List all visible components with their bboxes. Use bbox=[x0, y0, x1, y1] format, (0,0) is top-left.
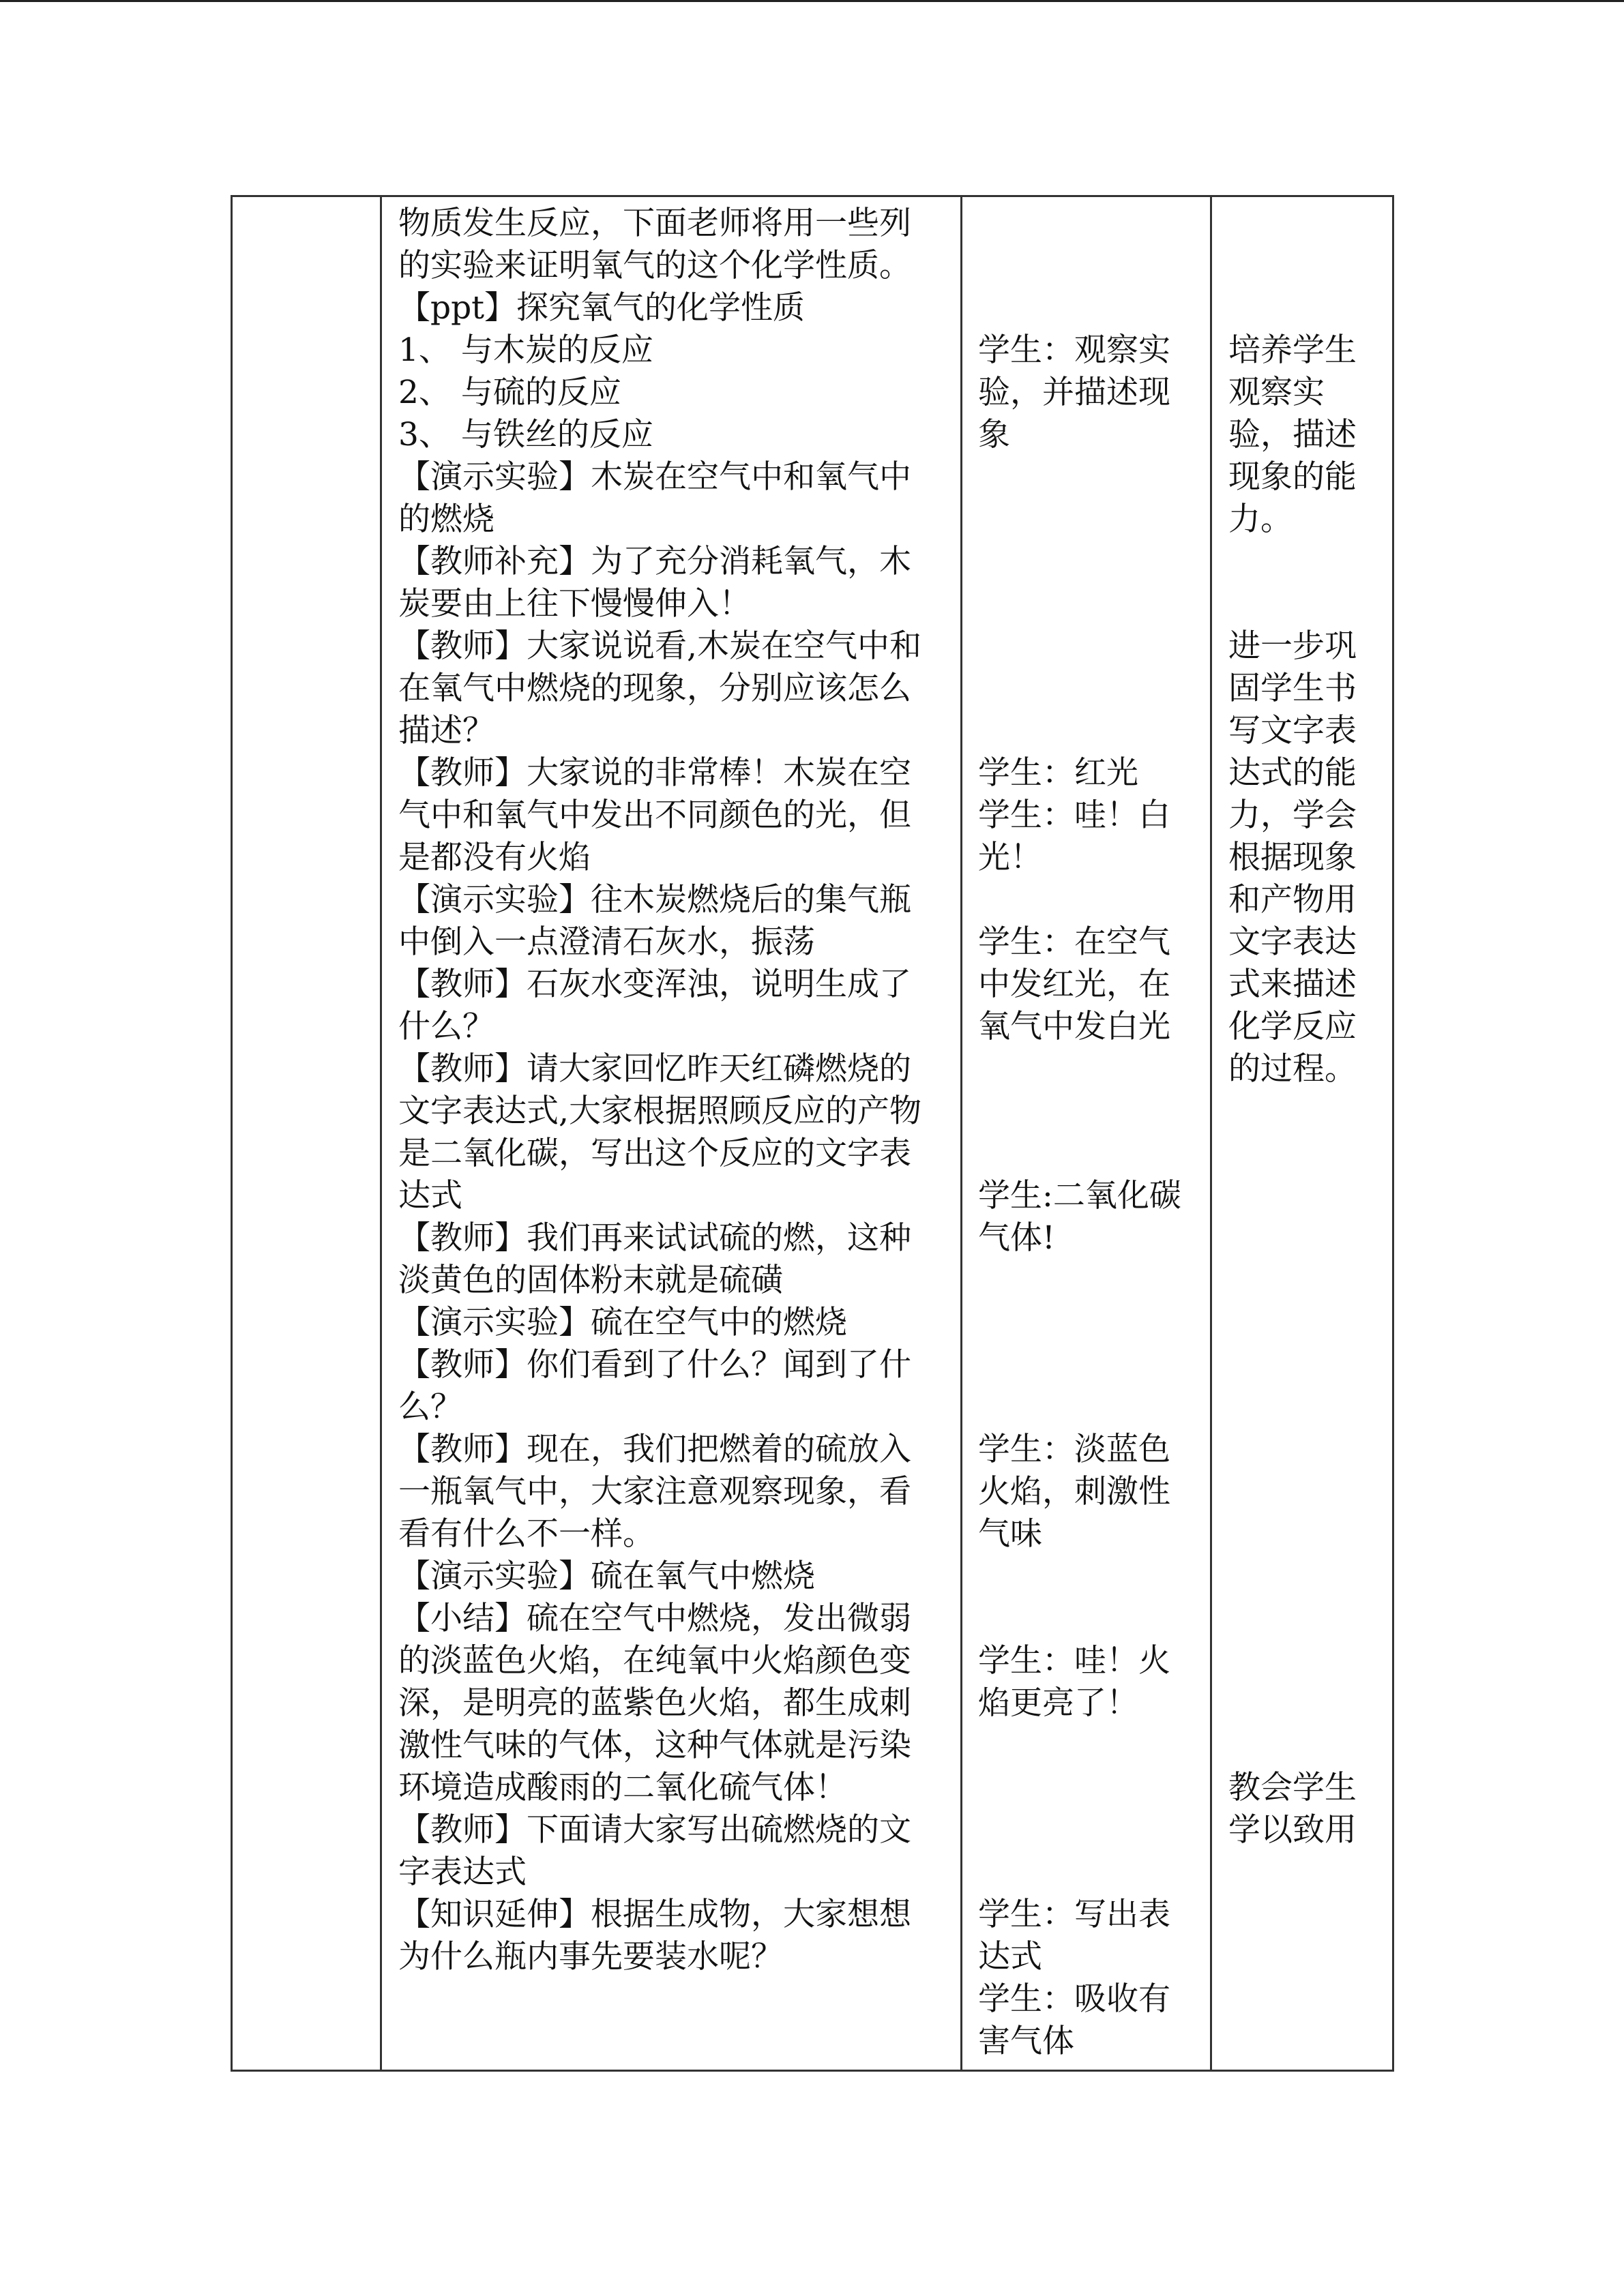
teacher-text-line: 在氧气中燃烧的现象，分别应该怎么 bbox=[398, 670, 911, 707]
teacher-text-line: 什么？ bbox=[398, 1008, 494, 1045]
teacher-text-line: 【教师】请大家回忆昨天红磷燃烧的 bbox=[398, 1050, 911, 1088]
intent-text-line: 根据现象 bbox=[1228, 839, 1357, 876]
teacher-text-line: 【ppt】探究氧气的化学性质 bbox=[398, 289, 806, 327]
teacher-text-line: 一瓶氧气中，大家注意观察现象，看 bbox=[398, 1473, 911, 1510]
teacher-text-line: 【教师】现在，我们把燃着的硫放入 bbox=[398, 1431, 911, 1468]
intent-text-line: 学以致用 bbox=[1228, 1811, 1357, 1849]
intent-text-line: 观察实 bbox=[1228, 374, 1325, 411]
teacher-text-line: 达式 bbox=[398, 1177, 462, 1214]
teacher-text-line: 1、 与木炭的反应 bbox=[398, 331, 653, 369]
teacher-text-line: 炭要由上往下慢慢伸入！ bbox=[398, 585, 751, 623]
teacher-text-line: 【教师】石灰水变浑浊，说明生成了 bbox=[398, 966, 911, 1003]
teacher-text-line: 【演示实验】木炭在空气中和氧气中 bbox=[398, 458, 911, 496]
intent-text-line: 力，学会 bbox=[1228, 796, 1357, 834]
teacher-activity-column bbox=[398, 197, 958, 2070]
column-divider-3 bbox=[1210, 197, 1212, 2070]
student-text-line: 学生：写出表 bbox=[978, 1896, 1170, 1933]
teacher-text-line: 【教师】你们看到了什么？闻到了什 bbox=[398, 1346, 911, 1384]
student-text-line: 验，并描述现 bbox=[978, 374, 1170, 411]
intent-text-line: 式来描述 bbox=[1228, 966, 1357, 1003]
intent-text-line: 教会学生 bbox=[1228, 1769, 1357, 1806]
student-text-line: 学生：哇！白 bbox=[978, 796, 1170, 834]
intent-text-line: 进一步巩 bbox=[1228, 627, 1357, 665]
student-text-line: 学生：淡蓝色 bbox=[978, 1431, 1170, 1468]
teacher-text-line: 是都没有火焰 bbox=[398, 839, 591, 876]
student-text-line: 焰更亮了！ bbox=[978, 1684, 1138, 1722]
teacher-text-line: 【教师】大家说说看,木炭在空气中和 bbox=[398, 627, 921, 665]
student-activity-column bbox=[978, 197, 1207, 2070]
stage-column bbox=[233, 197, 380, 2070]
teacher-text-line: 【教师】我们再来试试硫的燃，这种 bbox=[398, 1219, 911, 1257]
teacher-text-line: 的燃烧 bbox=[398, 501, 494, 538]
page-top-rule bbox=[0, 0, 1624, 2]
teacher-text-line: 文字表达式,大家根据照顾反应的产物 bbox=[398, 1092, 921, 1130]
intent-text-line: 写文字表 bbox=[1228, 712, 1357, 749]
teacher-text-line: 么？ bbox=[398, 1388, 462, 1426]
intent-text-line: 达式的能 bbox=[1228, 754, 1357, 792]
column-divider-1 bbox=[380, 197, 382, 2070]
student-text-line: 学生：哇！火 bbox=[978, 1642, 1170, 1680]
intent-text-line: 化学反应 bbox=[1228, 1008, 1357, 1045]
intent-text-line: 验，描述 bbox=[1228, 416, 1357, 453]
teacher-text-line: 3、 与铁丝的反应 bbox=[398, 416, 653, 453]
teacher-text-line: 是二氧化碳，写出这个反应的文字表 bbox=[398, 1135, 911, 1172]
student-text-line: 学生：在空气 bbox=[978, 923, 1170, 961]
design-intent-column bbox=[1228, 197, 1392, 2070]
student-text-line: 火焰，刺激性 bbox=[978, 1473, 1170, 1510]
teacher-text-line: 【教师】下面请大家写出硫燃烧的文 bbox=[398, 1811, 911, 1849]
student-text-line: 气味 bbox=[978, 1515, 1042, 1553]
student-text-line: 学生：红光 bbox=[978, 754, 1138, 792]
student-text-line: 达式 bbox=[978, 1938, 1042, 1976]
teacher-text-line: 深，是明亮的蓝紫色火焰，都生成刺 bbox=[398, 1684, 911, 1722]
teacher-text-line: 描述？ bbox=[398, 712, 494, 749]
student-text-line: 气体! bbox=[978, 1219, 1055, 1257]
teacher-text-line: 的淡蓝色火焰，在纯氧中火焰颜色变 bbox=[398, 1642, 911, 1680]
teacher-text-line: 【演示实验】硫在空气中的燃烧 bbox=[398, 1304, 847, 1341]
student-text-line: 氧气中发白光 bbox=[978, 1008, 1170, 1045]
teacher-text-line: 为什么瓶内事先要装水呢？ bbox=[398, 1938, 783, 1976]
teacher-text-line: 【演示实验】往木炭燃烧后的集气瓶 bbox=[398, 881, 911, 919]
lesson-plan-table bbox=[231, 195, 1394, 2072]
student-text-line: 害气体 bbox=[978, 2023, 1074, 2060]
teacher-text-line: 【教师补充】为了充分消耗氧气，木 bbox=[398, 543, 911, 580]
intent-text-line: 现象的能 bbox=[1228, 458, 1357, 496]
student-text-line: 中发红光，在 bbox=[978, 966, 1170, 1003]
student-text-line: 光！ bbox=[978, 839, 1042, 876]
teacher-text-line: 字表达式 bbox=[398, 1853, 527, 1891]
teacher-text-line: 看有什么不一样。 bbox=[398, 1515, 655, 1553]
intent-text-line: 和产物用 bbox=[1228, 881, 1357, 919]
column-divider-2 bbox=[960, 197, 962, 2070]
teacher-text-line: 【知识延伸】根据生成物，大家想想 bbox=[398, 1896, 911, 1933]
intent-text-line: 文字表达 bbox=[1228, 923, 1357, 961]
teacher-text-line: 中倒入一点澄清石灰水，振荡 bbox=[398, 923, 815, 961]
teacher-text-line: 环境造成酸雨的二氧化硫气体！ bbox=[398, 1769, 847, 1806]
student-text-line: 学生:二氧化碳 bbox=[978, 1177, 1181, 1214]
teacher-text-line: 2、 与硫的反应 bbox=[398, 374, 621, 411]
intent-text-line: 力。 bbox=[1228, 501, 1293, 538]
teacher-text-line: 的实验来证明氧气的这个化学性质。 bbox=[398, 247, 911, 284]
teacher-text-line: 物质发生反应，下面老师将用一些列 bbox=[398, 205, 911, 242]
teacher-text-line: 【教师】大家说的非常棒！木炭在空 bbox=[398, 754, 911, 792]
teacher-text-line: 淡黄色的固体粉末就是硫磺 bbox=[398, 1262, 783, 1299]
teacher-text-line: 【小结】硫在空气中燃烧，发出微弱 bbox=[398, 1600, 911, 1637]
student-text-line: 象 bbox=[978, 416, 1010, 453]
teacher-text-line: 气中和氧气中发出不同颜色的光，但 bbox=[398, 796, 911, 834]
intent-text-line: 固学生书 bbox=[1228, 670, 1357, 707]
student-text-line: 学生：观察实 bbox=[978, 331, 1170, 369]
teacher-text-line: 激性气味的气体，这种气体就是污染 bbox=[398, 1727, 911, 1764]
intent-text-line: 培养学生 bbox=[1228, 331, 1357, 369]
intent-text-line: 的过程。 bbox=[1228, 1050, 1357, 1088]
student-text-line: 学生：吸收有 bbox=[978, 1980, 1170, 2018]
teacher-text-line: 【演示实验】硫在氧气中燃烧 bbox=[398, 1557, 815, 1595]
